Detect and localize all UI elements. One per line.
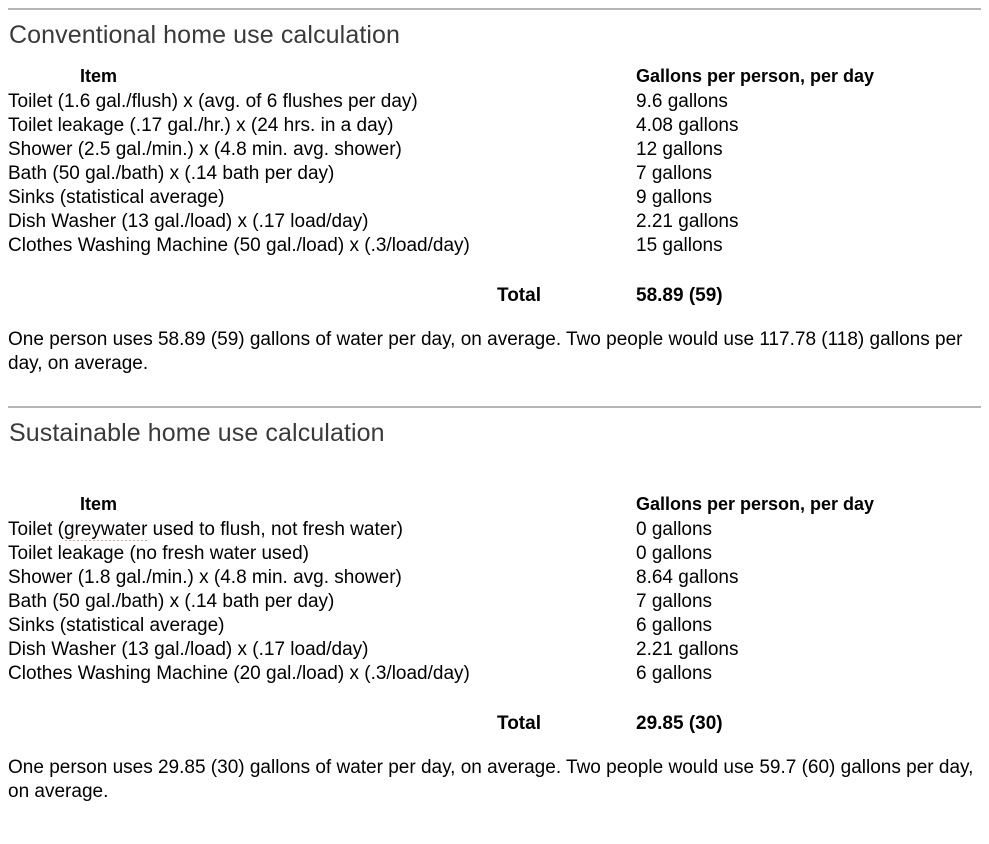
item-value: 0 gallons	[636, 543, 713, 564]
table-header-row	[8, 492, 981, 518]
item-label: Clothes Washing Machine (50 gal./load) x (.3/load/day)	[8, 235, 470, 256]
item-label: Clothes Washing Machine (20 gal./load) x (.3/load/day)	[8, 663, 470, 684]
column-header-item: Item	[80, 494, 118, 514]
item-value: 0 gallons	[636, 519, 713, 540]
item-label: Shower (1.8 gal./min.) x (4.8 min. avg. shower)	[8, 567, 402, 588]
total-label: Total	[497, 285, 541, 306]
item-value: 9.6 gallons	[636, 91, 728, 112]
table-row	[8, 138, 981, 162]
table-row	[8, 590, 981, 614]
section-heading-conventional: Conventional home use calculation	[9, 21, 401, 49]
section-divider-top	[8, 8, 981, 10]
item-value: 7 gallons	[636, 163, 713, 184]
column-header-gallons: Gallons per person, per day	[636, 66, 875, 86]
table-row	[8, 234, 981, 258]
table-row	[8, 662, 981, 686]
column-header-item: Item	[80, 66, 118, 86]
table-row	[8, 638, 981, 662]
table-row	[8, 614, 981, 638]
item-value: 6 gallons	[636, 663, 713, 684]
table-row	[8, 542, 981, 566]
item-label: Shower (2.5 gal./min.) x (4.8 min. avg. shower)	[8, 139, 402, 160]
total-value: 58.89 (59)	[636, 285, 723, 306]
section-divider-middle	[8, 406, 981, 408]
conventional-calculation-table	[8, 64, 981, 308]
item-value: 6 gallons	[636, 615, 713, 636]
item-value: 9 gallons	[636, 187, 713, 208]
summary-note-sustainable: One person uses 29.85 (30) gallons of water per day, on average. Two people would use 59.7 (60) gallons per day, on average.	[8, 757, 974, 802]
summary-note-conventional: One person uses 58.89 (59) gallons of water per day, on average. Two people would use 117.78 (118) gallons per day, on average.	[8, 329, 963, 374]
column-header-gallons: Gallons per person, per day	[636, 494, 875, 514]
table-row	[8, 90, 981, 114]
item-value: 2.21 gallons	[636, 639, 739, 660]
item-label: Dish Washer (13 gal./load) x (.17 load/day)	[8, 639, 369, 660]
item-value: 12 gallons	[636, 139, 723, 160]
table-header-row	[8, 64, 981, 90]
item-value: 4.08 gallons	[636, 115, 739, 136]
item-value: 8.64 gallons	[636, 567, 739, 588]
section-heading-sustainable: Sustainable home use calculation	[9, 419, 385, 447]
item-label: Toilet (1.6 gal./flush) x (avg. of 6 flushes per day)	[8, 91, 418, 112]
item-value: 2.21 gallons	[636, 211, 739, 232]
item-label: Dish Washer (13 gal./load) x (.17 load/day)	[8, 211, 369, 232]
item-label: Bath (50 gal./bath) x (.14 bath per day)	[8, 163, 335, 184]
item-label: Bath (50 gal./bath) x (.14 bath per day)	[8, 591, 335, 612]
item-label: Sinks (statistical average)	[8, 187, 225, 208]
table-total-row	[8, 686, 981, 736]
table-total-row	[8, 258, 981, 308]
total-value: 29.85 (30)	[636, 713, 723, 734]
item-label: Sinks (statistical average)	[8, 615, 225, 636]
sustainable-calculation-table	[8, 492, 981, 736]
document-page	[0, 8, 989, 844]
item-label: Toilet leakage (.17 gal./hr.) x (24 hrs. in a day)	[8, 115, 394, 136]
table-row	[8, 566, 981, 590]
item-value: 15 gallons	[636, 235, 723, 256]
item-value: 7 gallons	[636, 591, 713, 612]
item-label: Toilet leakage (no fresh water used)	[8, 543, 309, 564]
total-label: Total	[497, 713, 541, 734]
item-label-prefix: Toilet (	[8, 519, 64, 540]
spellcheck-flagged-word: greywater	[64, 519, 147, 543]
item-label	[8, 518, 636, 542]
table-row	[8, 210, 981, 234]
table-row	[8, 162, 981, 186]
table-row	[8, 518, 981, 542]
table-row	[8, 114, 981, 138]
table-row	[8, 186, 981, 210]
item-label-suffix: used to flush, not fresh water)	[147, 519, 403, 540]
